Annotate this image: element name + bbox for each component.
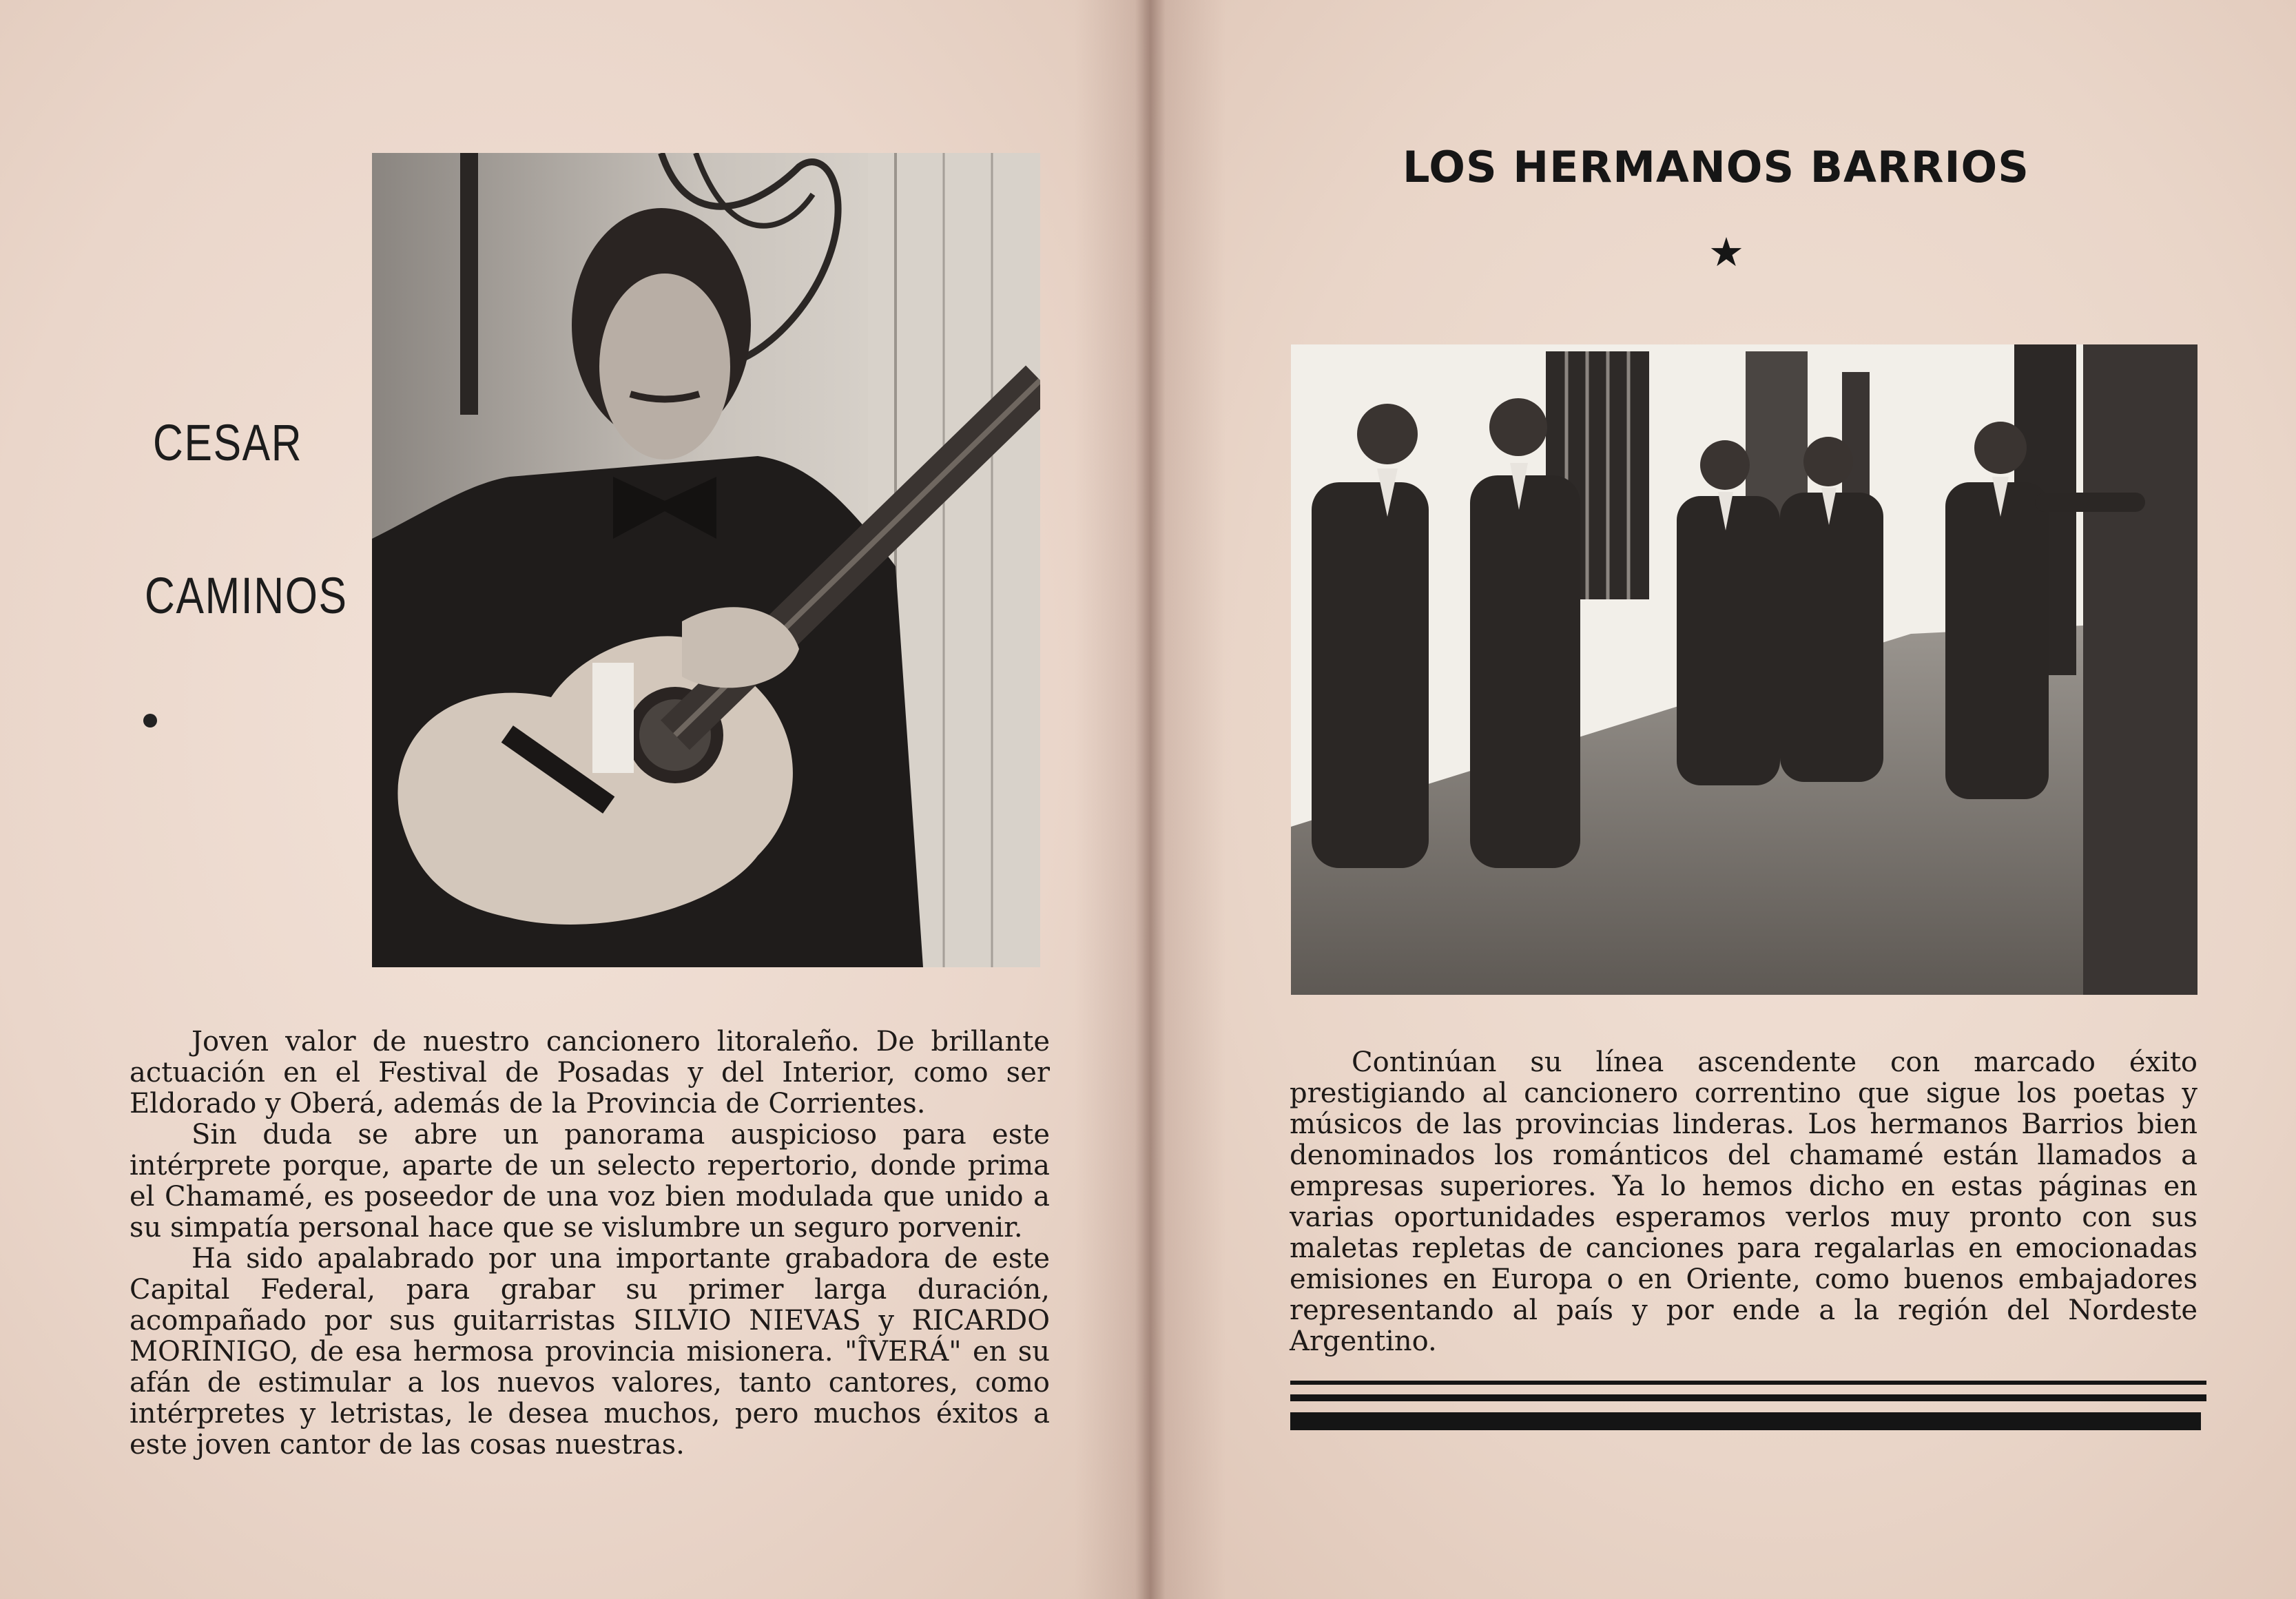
left-page bbox=[0, 0, 1144, 1599]
right-page bbox=[1144, 0, 2296, 1599]
paragraph: Ha sido apalabrado por una importante grabadora de este Capital Federal, para grabar su primer larga duración, acompañado por sus guitarristas SILVIO NIEVAS y RICARDO MORINIGO, de esa hermosa provincia misionera. "ÎVERÁ" en su afán de estimular a los nuevos valores, tanto cantores, como intérpretes y letristas, le desea muchos, pero muchos éxitos a este joven cantor de las cosas nuestras. bbox=[130, 1243, 1050, 1461]
decorative-rule-3 bbox=[1290, 1412, 2201, 1430]
star-icon: ★ bbox=[1708, 229, 1744, 276]
article-text-cesar-caminos bbox=[130, 1027, 1050, 1461]
paragraph: Joven valor de nuestro cancionero litoraleño. De brillante actuación en el Festival de Posadas y del Interior, como ser Eldorado y Oberá, además de la Provincia de Corrientes. bbox=[130, 1026, 1050, 1120]
artist-name-last: CAMINOS bbox=[145, 567, 348, 624]
artist-name-first: CESAR bbox=[153, 414, 303, 471]
paragraph: Continúan su línea ascendente con marcado éxito prestigiando al cancionero correntino que sigue los poetas y músicos de las provincias linderas. Los hermanos Barrios bien denominados los románticos del chamamé están llamados a empresas superiores. Ya lo hemos dicho en estas páginas en varias oportunidades esperamos verlos muy pronto con sus maletas repletas de canciones para regalarlas en emocionadas emisiones en Europa o en Oriente, como buenos embajadores representando al país y por ende a la región del Nordeste Argentino. bbox=[1290, 1046, 2197, 1357]
group-of-five-men-photo-icon bbox=[1291, 344, 2197, 995]
decorative-rule-1 bbox=[1290, 1381, 2206, 1385]
bullet-dot bbox=[143, 714, 157, 728]
article-text-hermanos-barrios bbox=[1290, 1047, 2197, 1357]
book-gutter-shadow bbox=[1075, 0, 1226, 1599]
musician-with-guitar-photo-icon bbox=[372, 153, 1040, 967]
cesar-caminos-photo bbox=[372, 153, 1040, 967]
paragraph: Sin duda se abre un panorama auspicioso para este intérprete porque, aparte de un selecto repertorio, donde prima el Chamamé, es poseedor de una voz bien modulada que unido a su simpatía personal hace que se vislumbre un seguro porvenir. bbox=[130, 1119, 1050, 1244]
los-hermanos-barrios-photo bbox=[1291, 344, 2197, 995]
decorative-rule-2 bbox=[1290, 1394, 2206, 1401]
page-title: LOS HERMANOS BARRIOS bbox=[1403, 142, 2029, 192]
